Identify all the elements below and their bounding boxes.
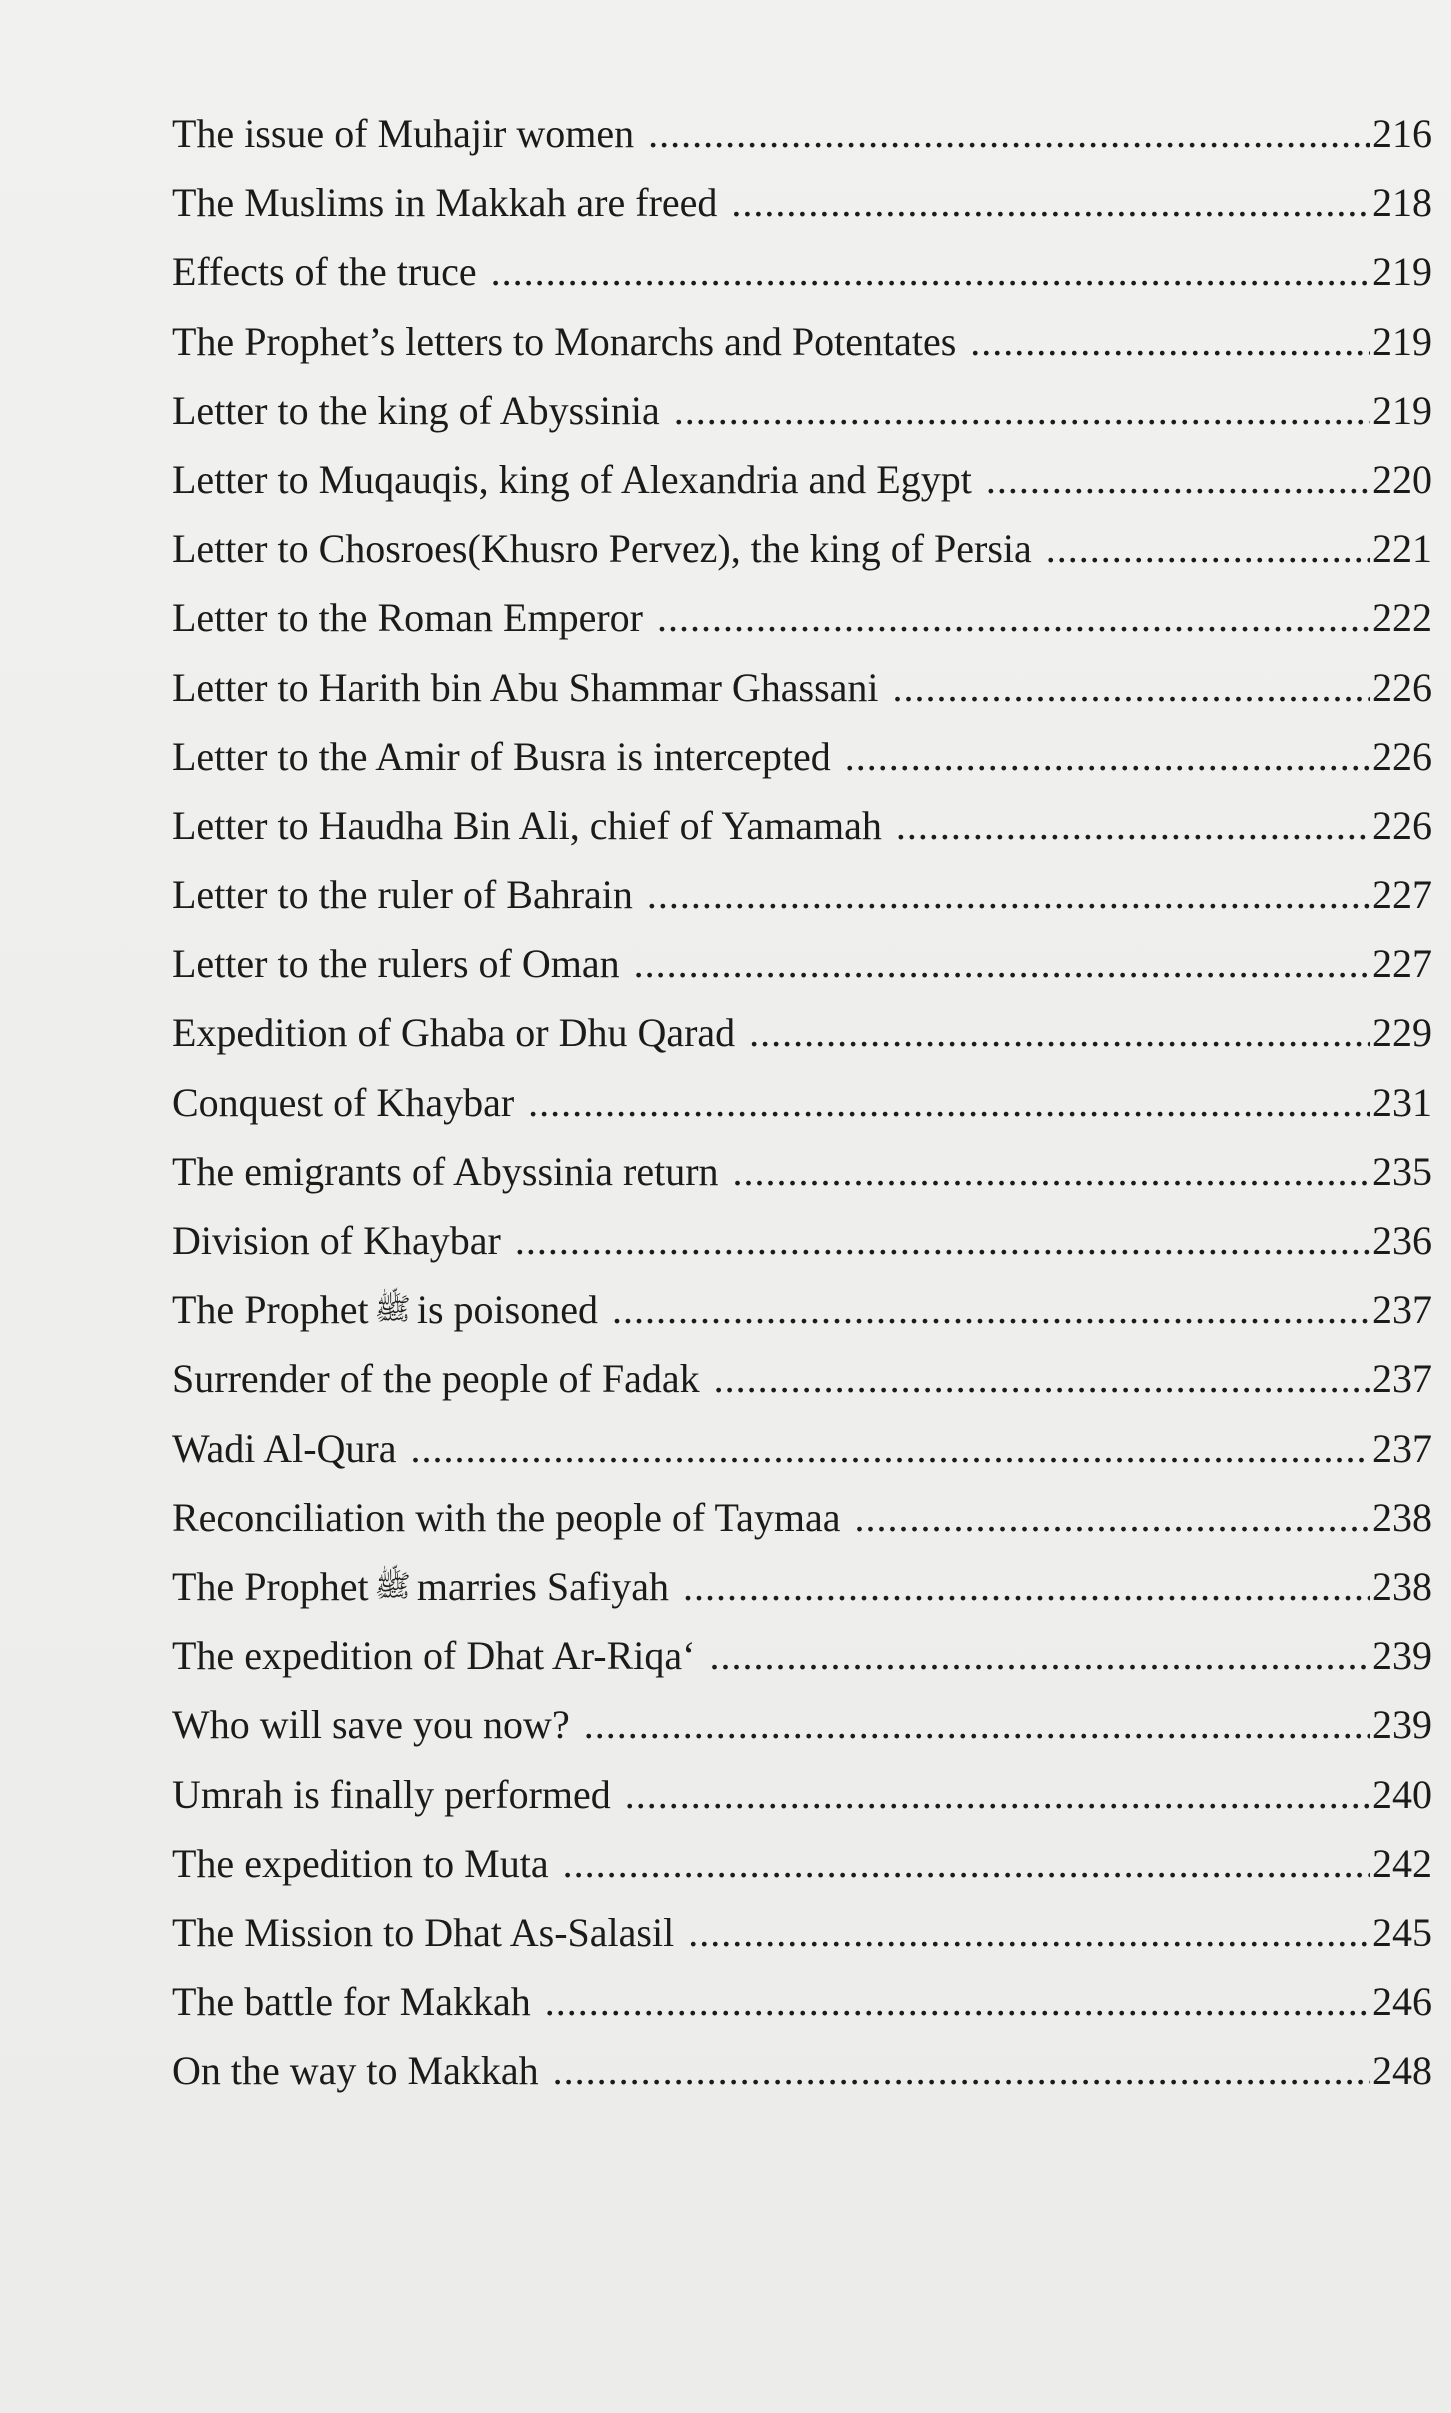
toc-entry-title: The Muslims in Makkah are freed <box>172 180 718 226</box>
toc-entry-page: 237 <box>1372 1425 1432 1471</box>
toc-entry-title: The expedition of Dhat Ar-Riqa‘ <box>172 1633 696 1679</box>
toc-entry-title: The Mission to Dhat As-Salasil <box>172 1909 675 1955</box>
toc-entry-page: 222 <box>1372 595 1432 641</box>
dot-leader <box>688 1909 1370 1956</box>
dot-leader <box>683 1563 1370 1610</box>
toc-entry <box>172 1978 1432 2047</box>
toc-entry <box>172 1217 1432 1286</box>
dot-leader <box>563 1840 1370 1887</box>
honorific-glyph: ﷺ <box>374 1293 411 1327</box>
toc-entry <box>172 1009 1432 1078</box>
dot-leader <box>612 1286 1370 1333</box>
toc-entry-page: 237 <box>1372 1287 1432 1333</box>
toc-entry <box>172 2047 1432 2116</box>
toc-entry-title: Letter to Chosroes(Khusro Pervez), the king of Persia <box>172 526 1032 572</box>
dot-leader <box>749 1009 1370 1056</box>
toc-entry-title-part: The Prophet <box>172 1287 369 1333</box>
dot-leader <box>1046 525 1370 572</box>
toc-entry-title: The expedition to Muta <box>172 1840 549 1886</box>
toc-entry-title: Letter to Haudha Bin Ali, chief of Yamamah <box>172 802 882 848</box>
toc-entry-page: 219 <box>1372 249 1432 295</box>
toc-entry-title: Letter to the king of Abyssinia <box>172 387 660 433</box>
toc-entry-page: 248 <box>1372 2048 1432 2094</box>
toc-entry-page: 226 <box>1372 664 1432 710</box>
toc-entry-page: 220 <box>1372 456 1432 502</box>
toc-entry <box>172 871 1432 940</box>
dot-leader <box>731 179 1370 226</box>
dot-leader <box>625 1771 1370 1818</box>
dot-leader <box>970 318 1370 365</box>
toc-entry <box>172 733 1432 802</box>
dot-leader <box>528 1079 1370 1126</box>
toc-entry-title-part: The Prophet <box>172 1563 369 1609</box>
toc-entry-title: Division of Khaybar <box>172 1218 501 1263</box>
toc-entry <box>172 525 1432 594</box>
toc-entry <box>172 594 1432 663</box>
toc-entry-page: 240 <box>1372 1771 1432 1817</box>
toc-entry <box>172 1286 1432 1355</box>
table-of-contents <box>172 110 1432 2116</box>
toc-entry <box>172 387 1432 456</box>
toc-entry <box>172 1840 1432 1909</box>
toc-entry-title: Effects of the truce <box>172 249 477 295</box>
toc-entry <box>172 1355 1432 1424</box>
toc-entry <box>172 456 1432 525</box>
toc-entry-page: 239 <box>1372 1633 1432 1679</box>
toc-entry-page: 227 <box>1372 872 1432 918</box>
dot-leader <box>634 940 1370 987</box>
toc-entry-title-part: marries Safiyah <box>416 1563 670 1609</box>
toc-entry-title: Letter to the ruler of Bahrain <box>172 872 633 918</box>
toc-entry-page: 226 <box>1372 733 1432 779</box>
toc-entry-title: Letter to the rulers of Oman <box>172 941 620 987</box>
toc-entry-title-part: is poisoned <box>416 1287 598 1333</box>
toc-entry-page: 216 <box>1372 111 1432 156</box>
toc-entry-page: 238 <box>1372 1563 1432 1609</box>
toc-entry-page: 227 <box>1372 941 1432 987</box>
dot-leader <box>845 733 1370 780</box>
toc-entry <box>172 1079 1432 1148</box>
dot-leader <box>553 2047 1370 2094</box>
honorific-glyph: ﷺ <box>374 1569 411 1603</box>
toc-entry <box>172 1701 1432 1770</box>
dot-leader <box>893 664 1370 711</box>
toc-entry-title: Letter to the Amir of Busra is intercepted <box>172 733 831 779</box>
toc-entry-title: The battle for Makkah <box>172 1979 531 2025</box>
toc-entry <box>172 1909 1432 1978</box>
dot-leader <box>896 802 1370 849</box>
toc-entry-title: Surrender of the people of Fadak <box>172 1356 700 1402</box>
toc-entry-title: Conquest of Khaybar <box>172 1079 515 1125</box>
dot-leader <box>545 1978 1370 2025</box>
toc-entry-title: Umrah is finally performed <box>172 1771 611 1817</box>
toc-entry-page: 236 <box>1372 1218 1432 1263</box>
toc-entry <box>172 1148 1432 1217</box>
toc-entry-page: 219 <box>1372 387 1432 433</box>
toc-entry-page: 242 <box>1372 1840 1432 1886</box>
toc-entry <box>172 110 1432 179</box>
toc-entry-page: 229 <box>1372 1010 1432 1056</box>
dot-leader <box>714 1355 1370 1402</box>
toc-entry <box>172 1771 1432 1840</box>
dot-leader <box>584 1701 1370 1748</box>
toc-entry-title: The issue of Muhajir women <box>172 111 635 156</box>
toc-entry-page: 246 <box>1372 1979 1432 2025</box>
toc-entry-page: 235 <box>1372 1148 1432 1194</box>
toc-entry-title: Expedition of Ghaba or Dhu Qarad <box>172 1010 736 1056</box>
toc-entry <box>172 248 1432 317</box>
toc-entry-title <box>172 1286 598 1338</box>
dot-leader <box>491 248 1370 295</box>
toc-entry-page: 226 <box>1372 802 1432 848</box>
dot-leader <box>515 1217 1370 1264</box>
toc-entry-title: Wadi Al-Qura <box>172 1425 397 1471</box>
toc-entry-page: 245 <box>1372 1909 1432 1955</box>
toc-entry <box>172 940 1432 1009</box>
dot-leader <box>674 387 1370 434</box>
toc-entry-title <box>172 1563 669 1615</box>
toc-entry-title: Who will save you now? <box>172 1702 570 1748</box>
dot-leader <box>854 1494 1370 1541</box>
toc-entry-page: 219 <box>1372 318 1432 364</box>
toc-entry-page: 231 <box>1372 1079 1432 1125</box>
dot-leader <box>648 110 1370 157</box>
dot-leader <box>733 1148 1370 1195</box>
toc-entry <box>172 179 1432 248</box>
toc-entry-page: 238 <box>1372 1494 1432 1540</box>
toc-entry-page: 239 <box>1372 1702 1432 1748</box>
dot-leader <box>411 1425 1371 1472</box>
dot-leader <box>647 871 1370 918</box>
toc-entry <box>172 1425 1432 1494</box>
toc-entry <box>172 1563 1432 1632</box>
toc-entry-title: On the way to Makkah <box>172 2048 539 2094</box>
toc-entry <box>172 664 1432 733</box>
toc-entry <box>172 1632 1432 1701</box>
dot-leader <box>986 456 1370 503</box>
toc-entry-page: 221 <box>1372 526 1432 572</box>
toc-entry <box>172 318 1432 387</box>
toc-entry-title: Letter to Muqauqis, king of Alexandria and Egypt <box>172 456 972 502</box>
dot-leader <box>710 1632 1371 1679</box>
toc-entry-title: The emigrants of Abyssinia return <box>172 1148 719 1194</box>
toc-entry-title: Reconciliation with the people of Taymaa <box>172 1494 841 1540</box>
toc-entry-title: Letter to the Roman Emperor <box>172 595 643 641</box>
toc-entry-page: 218 <box>1372 180 1432 226</box>
toc-entry <box>172 802 1432 871</box>
toc-entry-title: The Prophet’s letters to Monarchs and Potentates <box>172 318 957 364</box>
dot-leader <box>657 594 1370 641</box>
toc-entry-title: Letter to Harith bin Abu Shammar Ghassani <box>172 664 879 710</box>
toc-entry-page: 237 <box>1372 1356 1432 1402</box>
toc-entry <box>172 1494 1432 1563</box>
